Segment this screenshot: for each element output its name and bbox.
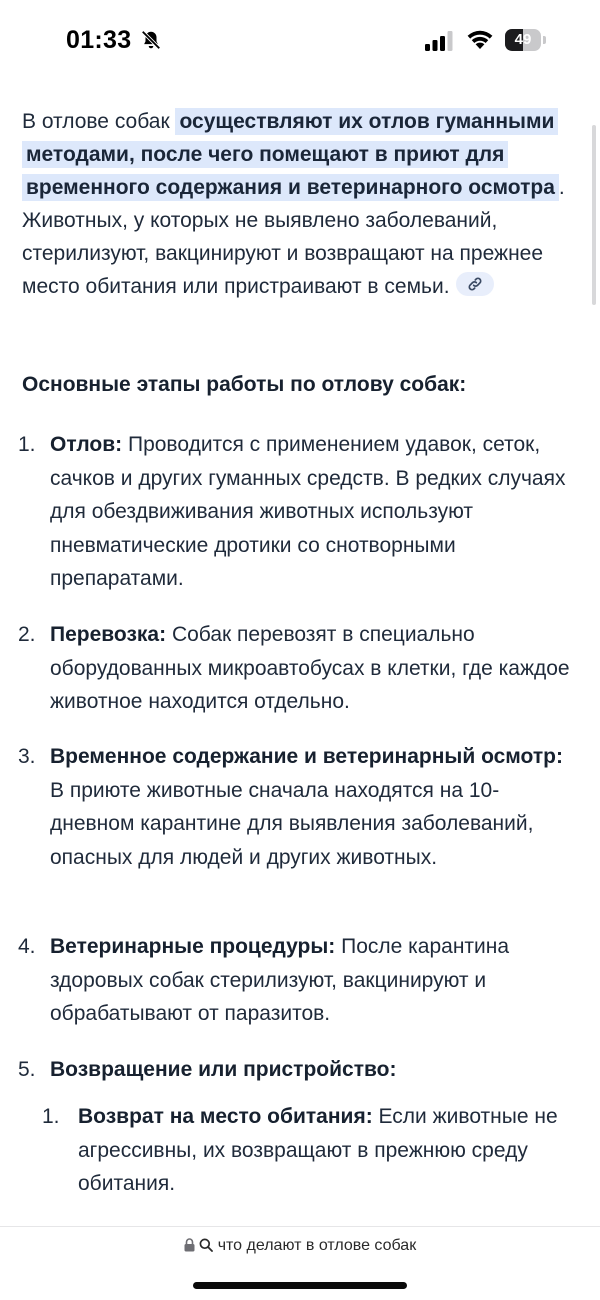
wifi-icon bbox=[465, 28, 495, 50]
intro-text-before: В отлове собак bbox=[22, 110, 176, 133]
list-item-title: Перевозка: bbox=[50, 623, 167, 646]
intro-paragraph bbox=[22, 105, 582, 303]
battery-indicator bbox=[505, 29, 545, 51]
battery-body bbox=[505, 29, 541, 51]
section-heading: Основные этапы работы по отлову собак: bbox=[22, 373, 467, 396]
highlighted-answer: осуществляют их отлов гуманными методами, после чего помещают в приют для временного содержания и ветеринарного осмотра bbox=[22, 108, 559, 201]
bell-off-icon bbox=[140, 29, 162, 51]
source-link-button[interactable] bbox=[456, 272, 494, 296]
battery-tip bbox=[543, 36, 546, 44]
list-item-number: 4. bbox=[18, 935, 36, 958]
list-item-number: 5. bbox=[18, 1058, 36, 1081]
list-item-title: Временное содержание и ветеринарный осмотр: bbox=[50, 745, 563, 768]
status-bar bbox=[0, 0, 600, 82]
list-item-number: 1. bbox=[18, 433, 36, 456]
list-item-body bbox=[50, 428, 580, 596]
browser-bottom-bar bbox=[0, 1226, 600, 1300]
list-item-body bbox=[50, 1053, 580, 1087]
intro-text-after: . Животных, у которых не выявлено заболеваний, стерилизуют, вакцинируют и возвращают на прежнее место обитания или пристраивают в семьи. bbox=[22, 176, 565, 298]
list-item-text: В приюте животные сначала находятся на 10-дневном карантине для выявления заболеваний, опасных для людей и других животных. bbox=[50, 778, 534, 869]
list-item-body bbox=[50, 930, 580, 1031]
search-icon bbox=[199, 1238, 213, 1252]
list-item-title: Возвращение или пристройство: bbox=[50, 1058, 397, 1081]
list-item-text: Собак перевозят в специально оборудованных микроавтобусах в клетки, где каждое животное находится отдельно. bbox=[50, 623, 570, 713]
list-item-body bbox=[50, 618, 580, 719]
address-text: что делают в отлове собак bbox=[217, 1237, 417, 1254]
sub-list-item-number: 1. bbox=[42, 1105, 60, 1128]
list-item-number: 2. bbox=[18, 623, 36, 646]
battery-level: 49 bbox=[514, 31, 532, 48]
list-item-body bbox=[50, 740, 580, 874]
list-item-title: Ветеринарные процедуры: bbox=[50, 935, 336, 958]
status-time: 01:33 bbox=[66, 26, 132, 54]
link-icon bbox=[467, 276, 483, 292]
home-indicator[interactable] bbox=[193, 1282, 407, 1289]
sub-list-item-text: Если животные не агрессивны, их возвращают в прежнюю среду обитания. bbox=[78, 1105, 558, 1195]
list-item-text: Проводится с применением удавок, сеток, сачков и других гуманных средств. В редких случаях для обездвиживания животных используют пневматические дротики со снотворными препаратами. bbox=[50, 433, 566, 590]
scroll-indicator[interactable] bbox=[592, 125, 596, 305]
list-item-title: Отлов: bbox=[50, 433, 123, 456]
list-item-text: После карантина здоровых собак стерилизуют, вакцинируют и обрабатывают от паразитов. bbox=[50, 935, 510, 1025]
sub-list-item-title: Возврат на место обитания: bbox=[78, 1105, 373, 1128]
address-bar[interactable] bbox=[0, 1237, 600, 1255]
list-item-number: 3. bbox=[18, 745, 36, 768]
cellular-signal-icon bbox=[425, 31, 453, 51]
lock-icon bbox=[184, 1238, 195, 1252]
sub-list-item-body bbox=[78, 1100, 568, 1201]
